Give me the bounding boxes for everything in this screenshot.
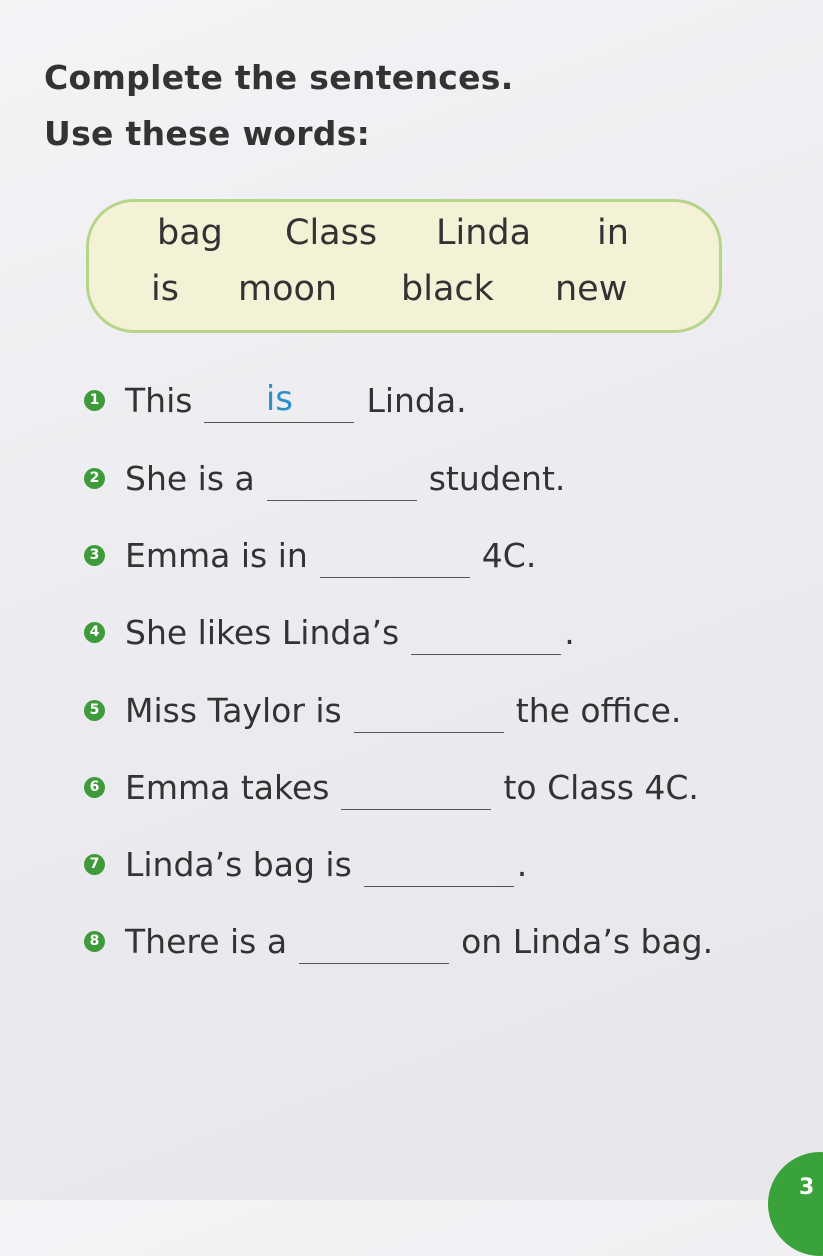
sentence-text-before: Emma is in: [125, 535, 308, 575]
word-bank-item: bag: [157, 213, 223, 253]
number-badge: 7: [84, 854, 105, 875]
sentence-text-after: to Class 4C.: [503, 767, 699, 807]
answer-blank[interactable]: [364, 846, 514, 887]
sentence-text-before: She likes Linda’s: [125, 612, 400, 652]
number-badge: 4: [84, 622, 105, 643]
sentence-text-before: There is a: [125, 921, 288, 961]
word-bank-item: moon: [238, 269, 338, 309]
word-bank-item: in: [597, 213, 629, 253]
page-number: 3: [799, 1175, 815, 1200]
sentence-6: [84, 765, 699, 809]
number-badge: 5: [84, 700, 105, 721]
answer-blank[interactable]: [354, 692, 504, 733]
sentence-text-before: She is a: [125, 458, 255, 498]
sentence-text-before: Linda’s bag is: [125, 844, 352, 884]
answer-blank[interactable]: [411, 614, 561, 655]
word-bank-item: new: [555, 269, 628, 309]
sentence-5: [84, 688, 681, 732]
sentence-text-after: .: [516, 844, 528, 884]
sentence-4: [84, 610, 575, 654]
word-bank-item: black: [401, 269, 494, 309]
word-bank-item: Class: [285, 213, 378, 253]
number-badge: 6: [84, 777, 105, 798]
answer-blank[interactable]: [341, 769, 491, 810]
sentence-1: [84, 378, 467, 422]
sentence-text-after: Linda.: [366, 380, 467, 420]
word-bank: [86, 199, 722, 333]
number-badge: 3: [84, 545, 105, 566]
instruction-subheading: Use these words:: [44, 114, 371, 153]
sentence-text-before: This: [125, 380, 193, 420]
sentence-text-after: 4C.: [481, 535, 537, 575]
sentence-text-before: Miss Taylor is: [125, 690, 342, 730]
sentence-text-after: on Linda’s bag.: [461, 921, 714, 961]
number-badge: 1: [84, 390, 105, 411]
sentence-text-after: student.: [428, 458, 566, 498]
answer-blank[interactable]: [299, 923, 449, 964]
answer-blank[interactable]: [320, 537, 470, 578]
answer-blank[interactable]: [267, 460, 417, 501]
word-bank-item: is: [151, 269, 179, 309]
number-badge: 8: [84, 931, 105, 952]
sentence-text-after: the office.: [515, 690, 682, 730]
sentence-2: [84, 456, 565, 500]
number-badge: 2: [84, 468, 105, 489]
word-bank-item: Linda: [436, 213, 532, 253]
page-number-badge: [768, 1152, 823, 1256]
sentence-text-after: .: [564, 612, 575, 652]
sentence-8: [84, 919, 713, 963]
sentence-3: [84, 533, 536, 577]
instruction-heading: Complete the sentences.: [44, 58, 514, 97]
answer-blank[interactable]: is: [204, 382, 354, 423]
sentence-7: [84, 842, 527, 886]
sentence-text-before: Emma takes: [125, 767, 330, 807]
